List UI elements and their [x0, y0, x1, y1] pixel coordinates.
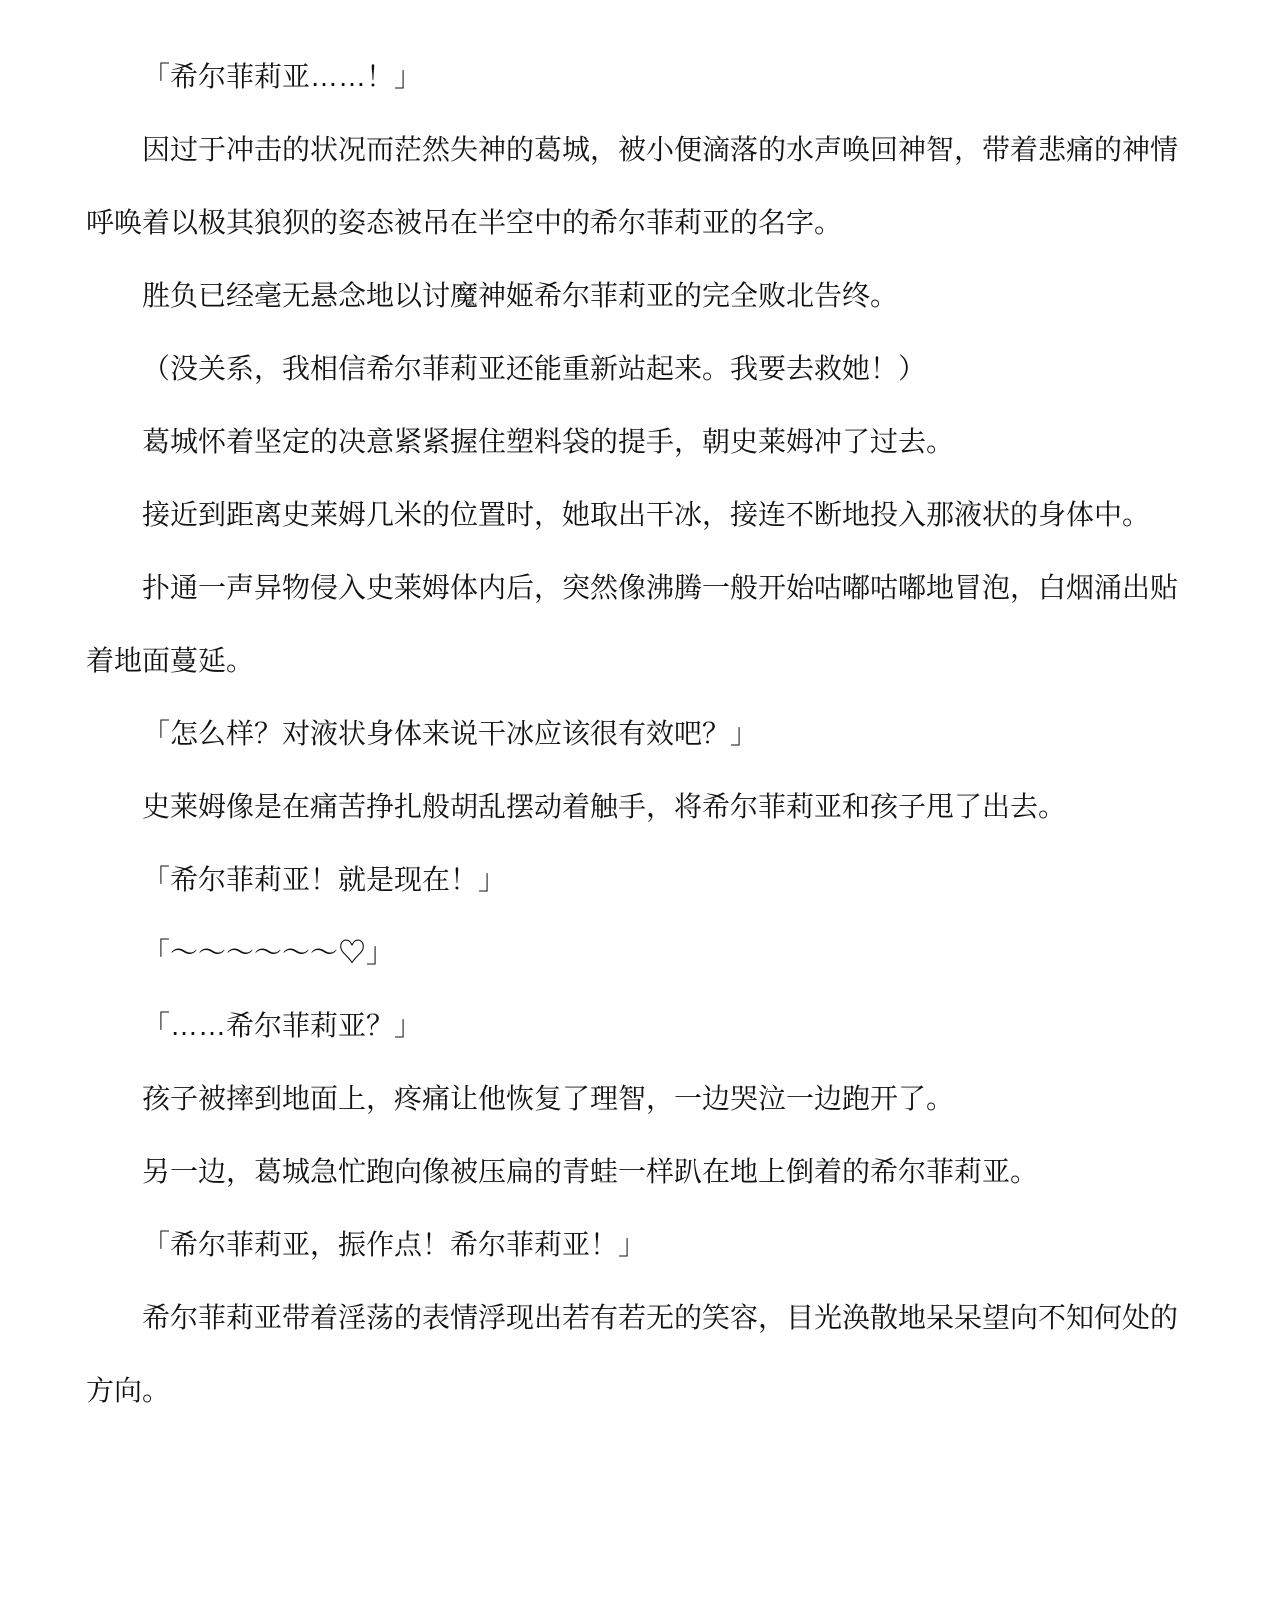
paragraph: 孩子被摔到地面上，疼痛让他恢复了理智，一边哭泣一边跑开了。: [142, 1083, 955, 1114]
paragraph: 「～～～～～～♡」: [142, 937, 395, 968]
paragraph: 「……希尔菲莉亚？」: [142, 1010, 423, 1041]
paragraph: （没关系，我相信希尔菲莉亚还能重新站起来。我要去救她！）: [142, 353, 927, 384]
paragraph: 胜负已经毫无悬念地以讨魔神姬希尔菲莉亚的完全败北告终。: [142, 280, 899, 311]
paragraph: 「怎么样？对液状身体来说干冰应该很有效吧？」: [142, 718, 759, 749]
paragraph: 另一边，葛城急忙跑向像被压扁的青蛙一样趴在地上倒着的希尔菲莉亚。: [142, 1156, 1039, 1187]
paragraph: 接近到距离史莱姆几米的位置时，她取出干冰，接连不断地投入那液状的身体中。: [142, 499, 1151, 530]
paragraph: 「希尔菲莉亚，振作点！希尔菲莉亚！」: [142, 1229, 647, 1260]
paragraph: 史莱姆像是在痛苦挣扎般胡乱摆动着触手，将希尔菲莉亚和孩子甩了出去。: [142, 791, 1067, 822]
paragraph: 「希尔菲莉亚！就是现在！」: [142, 864, 507, 895]
paragraph: 希尔菲莉亚带着淫荡的表情浮现出若有若无的笑容，目光涣散地呆呆望向不知何处的方向。: [86, 1302, 1179, 1406]
paragraph: 「希尔菲莉亚……！」: [142, 61, 423, 92]
paragraph: 因过于冲击的状况而茫然失神的葛城，被小便滴落的水声唤回神智，带着悲痛的神情呼唤着以极其狼狈的姿态被吊在半空中的希尔菲莉亚的名字。: [86, 134, 1179, 238]
paragraph: 扑通一声异物侵入史莱姆体内后，突然像沸腾一般开始咕嘟咕嘟地冒泡，白烟涌出贴着地面蔓延。: [86, 572, 1179, 676]
paragraph: 葛城怀着坚定的决意紧紧握住塑料袋的提手，朝史莱姆冲了过去。: [142, 426, 955, 457]
text-body: [86, 40, 1186, 1427]
